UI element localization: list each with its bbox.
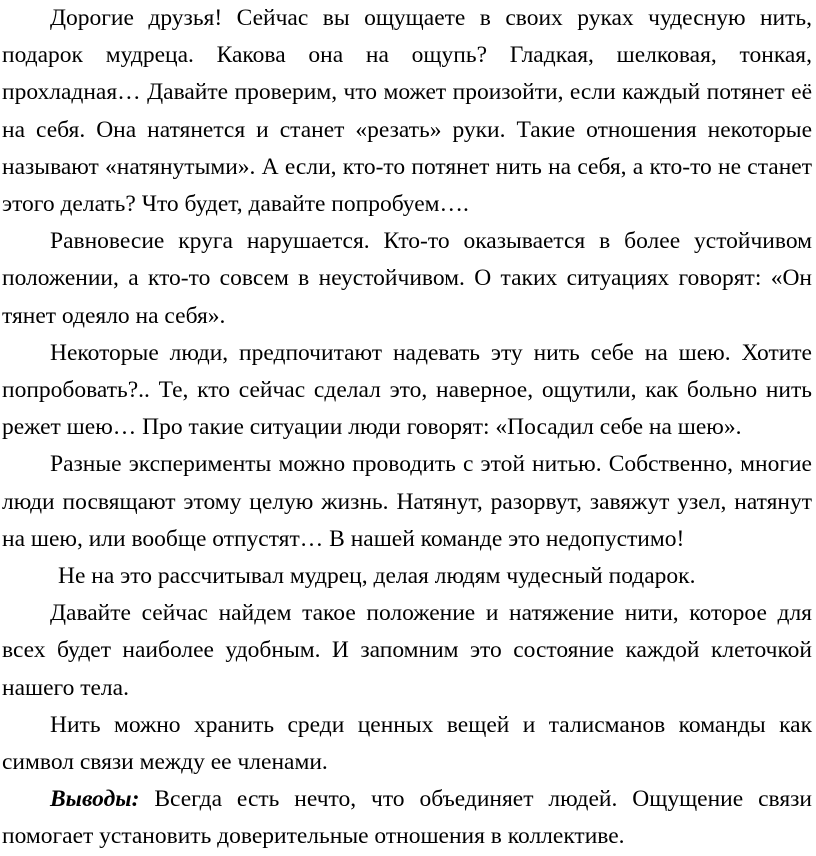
paragraph-experiments: Разные эксперименты можно проводить с этой нитью. Собственно, многие люди посвящают этому целую жизнь. Натянут, разорвут, завяжут узел, натянут на шею, или вообще отпустят… В нашей команде это недопустимо! (2, 451, 812, 552)
paragraph-neck: Некоторые люди, предпочитают надевать эту нить себе на шею. Хотите попробовать?.. Те, кто сейчас сделал это, наверное, ощутили, как больно нить режет шею… Про такие ситуации люди говорят: «Посадил себе на шею». (2, 339, 812, 441)
paragraph-conclusion (2, 781, 812, 855)
paragraph-find-position: Давайте сейчас найдем такое положение и натяжение нити, которое для всех будет наиболее удобным. И запомним это состояние каждой клеточкой нашего тела. (2, 600, 812, 701)
paragraph-sage: Не на это рассчитывал мудрец, делая людям чудесный подарок. (58, 563, 696, 590)
paragraph-balance: Равновесие круга нарушается. Кто-то оказывается в более устойчивом положении, а кто-то совсем в неустойчивом. О таких ситуациях говорят: «Он тянет одеяло на себя». (2, 228, 812, 329)
paragraph-intro: Дорогие друзья! Сейчас вы ощущаете в своих руках чудесную нить, подарок мудреца. Какова она на ощупь? Гладкая, шелковая, тонкая, прохладная… Давайте проверим, что может произойти, если каждый потянет её на себя. Она натянется и станет «резать» руки. Такие отношения некоторые называют «натянутыми». А если, кто-то потянет нить на себя, а кто-то не станет этого делать? Что будет, давайте попробуем…. (2, 5, 812, 218)
conclusion-text: Всегда есть нечто, что объединяет людей. Ощущение связи помогает установить доверительные отношения в коллективе. (2, 786, 812, 850)
paragraph-keep-thread: Нить можно хранить среди ценных вещей и талисманов команды как символ связи между ее членами. (2, 711, 812, 776)
conclusion-label: Выводы: (50, 786, 140, 813)
